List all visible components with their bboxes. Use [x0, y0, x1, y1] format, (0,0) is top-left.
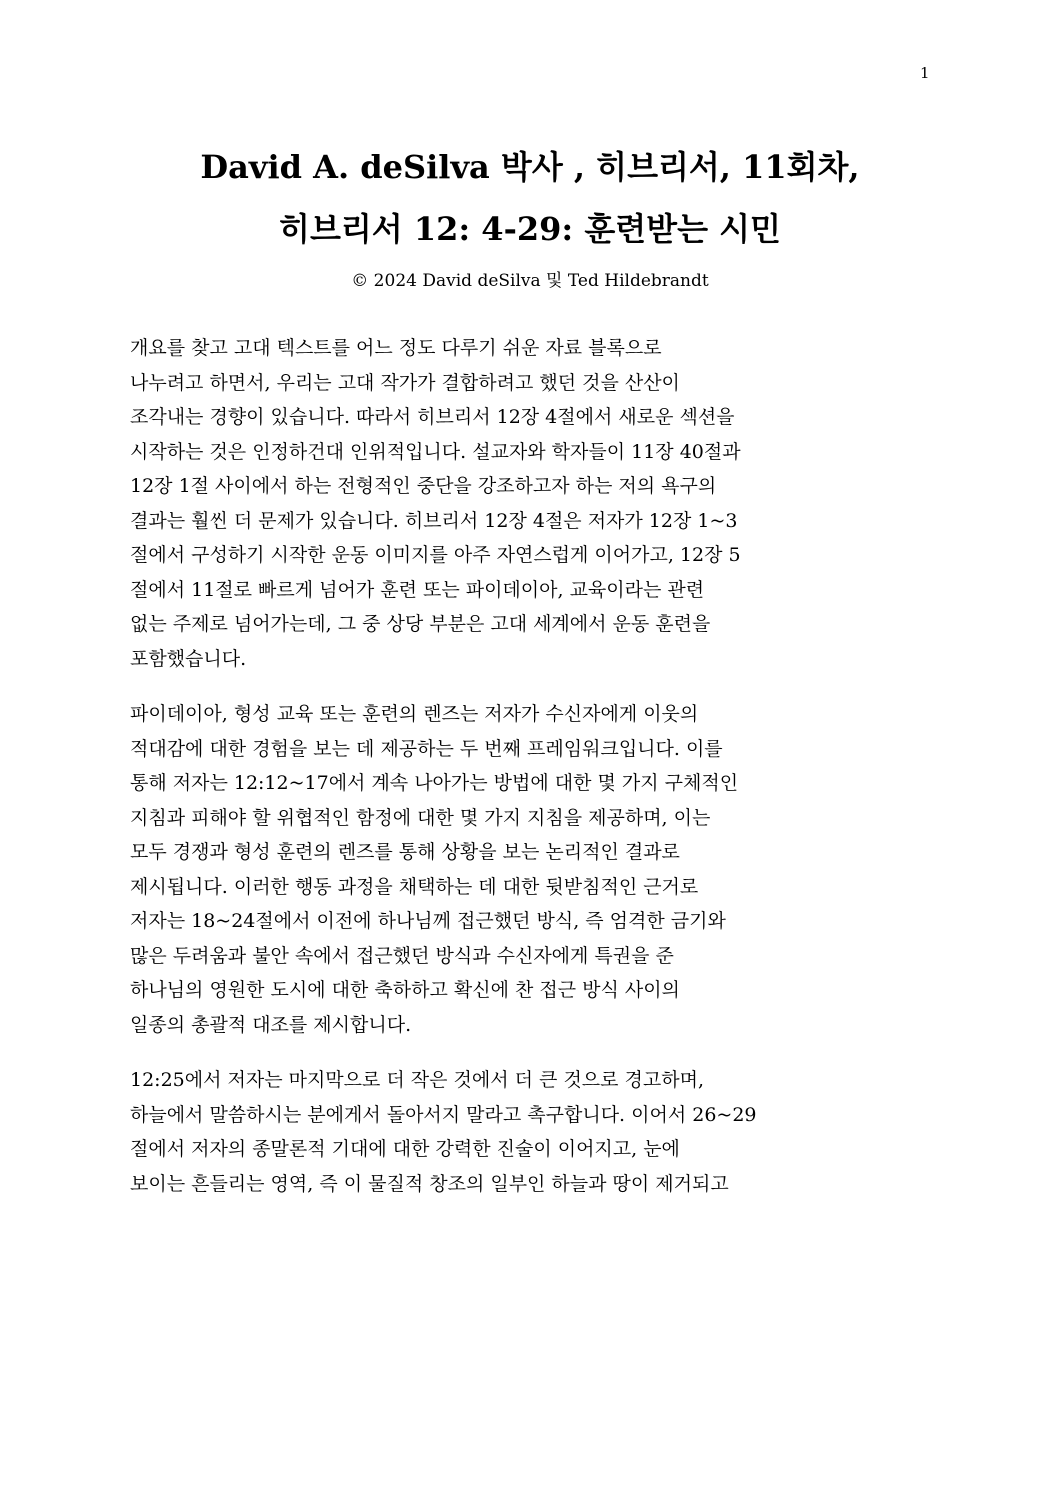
text-line: 나누려고 하면서, 우리는 고대 작가가 결합하려고 했던 것을 산산이 — [130, 371, 680, 394]
text-line: 12:25에서 저자는 마지막으로 더 작은 것에서 더 큰 것으로 경고하며, — [130, 1069, 705, 1091]
text-line: 개요를 찾고 고대 텍스트를 어느 정도 다루기 쉬운 자료 블록으로 — [130, 337, 662, 359]
text-line: 통해 저자는 12:12~17에서 계속 나아가는 방법에 대한 몇 가지 구체적인 — [130, 772, 739, 794]
text-line: 포함했습니다. — [130, 647, 247, 670]
text-line: 결과는 훨씬 더 문제가 있습니다. 히브리서 12장 4절은 저자가 12장 1~3 — [130, 509, 738, 532]
text-line: 제시됩니다. 이러한 행동 과정을 채택하는 데 대한 뒷받침적인 근거로 — [130, 875, 699, 898]
text-line: 절에서 구성하기 시작한 운동 이미지를 아주 자연스럽게 이어가고, 12장 5 — [130, 544, 741, 566]
title-line: 히브리서 12: 4-29: 훈련받는 시민 — [279, 210, 781, 248]
paragraph — [130, 697, 940, 1042]
text-line: 일종의 총괄적 대조를 제시합니다. — [130, 1013, 412, 1036]
text-line: 모두 경쟁과 형성 훈련의 렌즈를 통해 상황을 보는 논리적인 결과로 — [130, 841, 680, 863]
copyright-notice: © 2024 David deSilva 및 Ted Hildebrandt — [351, 271, 709, 291]
text-line: 시작하는 것은 인정하건대 인위적입니다. 설교자와 학자들이 11장 40절과 — [130, 440, 741, 463]
document-title — [60, 136, 1000, 260]
text-line: 조각내는 경향이 있습니다. 따라서 히브리서 12장 4절에서 새로운 섹션을 — [130, 406, 735, 428]
page-number: 1 — [920, 64, 930, 82]
text-line: 적대감에 대한 경험을 보는 데 제공하는 두 번째 프레임워크입니다. 이를 — [130, 737, 723, 760]
document-body — [130, 331, 940, 1222]
text-line: 12장 1절 사이에서 하는 전형적인 중단을 강조하고자 하는 저의 욕구의 — [130, 475, 717, 497]
paragraph — [130, 331, 940, 676]
text-line: 지침과 피해야 할 위협적인 함정에 대한 몇 가지 지침을 제공하며, 이는 — [130, 806, 711, 829]
text-line: 하나님의 영원한 도시에 대한 축하하고 확신에 찬 접근 방식 사이의 — [130, 979, 680, 1001]
text-line: 절에서 11절로 빠르게 넘어가 훈련 또는 파이데이아, 교육이라는 관련 — [130, 578, 705, 601]
title-line: David A. deSilva 박사 , 히브리서, 11회차, — [200, 148, 860, 186]
text-line: 없는 주제로 넘어가는데, 그 중 상당 부분은 고대 세계에서 운동 훈련을 — [130, 613, 711, 635]
text-line: 보이는 흔들리는 영역, 즉 이 물질적 창조의 일부인 하늘과 땅이 제거되고 — [130, 1172, 729, 1195]
paragraph — [130, 1063, 940, 1201]
text-line: 하늘에서 말씀하시는 분에게서 돌아서지 말라고 촉구합니다. 이어서 26~29 — [130, 1103, 757, 1126]
text-line: 절에서 저자의 종말론적 기대에 대한 강력한 진술이 이어지고, 눈에 — [130, 1138, 680, 1160]
text-line: 저자는 18~24절에서 이전에 하나님께 접근했던 방식, 즉 엄격한 금기와 — [130, 910, 726, 932]
text-line: 파이데이아, 형성 교육 또는 훈련의 렌즈는 저자가 수신자에게 이웃의 — [130, 703, 699, 725]
text-line: 많은 두려움과 불안 속에서 접근했던 방식과 수신자에게 특권을 준 — [130, 944, 674, 967]
